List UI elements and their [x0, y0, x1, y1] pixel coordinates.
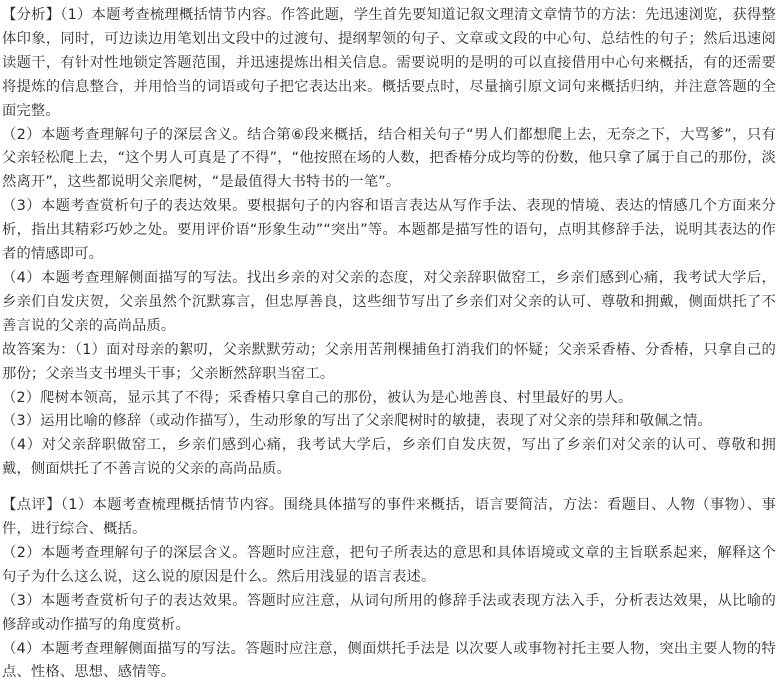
analysis-paragraph-2: （2）本题考查理解句子的深层含义。结合第⑥段来概括，结合相关句子“男人们都想爬上去，无奈之下，大骂爹”，只有父亲轻松爬上去，“这个男人可真是了不得”，“他按照在场的人数，把香椿分成均等的份数，他只拿了属于自己的那份，淡然离开”，这些都说明父亲爬树，“是最值得大书特书的一笔”。	[2, 126, 776, 191]
answer-paragraph-2: （2）爬树本领高，显示其了不得；采香椿只拿自己的那份，被认为是心地善良、村里最好的男人。	[2, 389, 633, 406]
answer-paragraph-4: （4）对父亲辞职做窑工，乡亲们感到心痛，我考试大学后，乡亲们自发庆贺，写出了乡亲们对父亲的认可、尊敬和拥戴，侧面烘托了不善言说的父亲的高尚品质。	[2, 437, 776, 478]
section-gap	[2, 482, 776, 494]
comment-paragraph-2: （2）本题考查理解句子的深层含义。答题时应注意，把句子所表达的意思和具体语境或文章的主旨联系起来，解释这个句子为什么这么说，这么说的原因是什么。然后用浅显的语言表述。	[2, 544, 776, 585]
comment-paragraph-4: （4）本题考查理解侧面描写的写法。答题时应注意，侧面烘托手法是 以次要人或事物衬托主要人物，突出主要人物的特点、性格、思想、感情等。	[2, 640, 776, 681]
answer-paragraph-3: （3）运用比喻的修辞（或动作描写），生动形象的写出了父亲爬树时的敏捷，表现了对父亲的崇拜和敬佩之情。	[2, 413, 712, 430]
analysis-paragraph-1: 【分析】（1）本题考查梳理概括情节内容。作答此题，学生首先要知道记叙文理清文章情节的方法：先迅速浏览，获得整体印象，同时，可边读边用笔划出文段中的过渡句、提纲挈领的句子、文章或文段的中心句、总结性的句子；然后迅速阅读题干，有针对性地锁定答题范围，并迅速提炼出相关信息。需要说明的是明的可以直接借用中心句来概括，有的还需要将提炼的信息整合，并用恰当的词语或句子把它表达出来。概括要点时，尽量摘引原文词句来概括归纳，并注意答题的全面完整。	[2, 7, 776, 119]
comment-paragraph-1: 【点评】（1）本题考查梳理概括情节内容。围绕具体描写的事件来概括，语言要简洁，方法：看题目、人物（事物）、事件，进行综合、概括。	[2, 497, 776, 538]
analysis-paragraph-3: （3）本题考查赏析句子的表达效果。要根据句子的内容和语言表达从写作手法、表现的情境、表达的情感几个方面来分析，指出其精彩巧妙之处。要用评价语“形象生动”“突出”等。本题都是描写性的语句，点明其修辞手法，说明其表达的作者的情感即可。	[2, 198, 776, 263]
comment-paragraph-3: （3）本题考查赏析句子的表达效果。答题时应注意，从词句所用的修辞手法或表现方法入手，分析表达效果，从比喻的修辞或动作描写的角度赏析。	[2, 592, 776, 633]
analysis-paragraph-4: （4）本题考查理解侧面描写的写法。找出乡亲的对父亲的态度，对父亲辞职做窑工，乡亲们感到心痛，我考试大学后，乡亲们自发庆贺，父亲虽然个沉默寡言，但忠厚善良，这些细节写出了乡亲们对父亲的认可、尊敬和拥戴，侧面烘托了不善言说的父亲的高尚品质。	[2, 269, 776, 334]
answer-paragraph-1: 故答案为：（1）面对母亲的絮叨，父亲默默劳动；父亲用苦荆棵捕鱼打消我们的怀疑；父亲采香椿、分香椿，只拿自己的那份；父亲当支书埋头干事；父亲断然辞职当窑工。	[2, 341, 776, 382]
